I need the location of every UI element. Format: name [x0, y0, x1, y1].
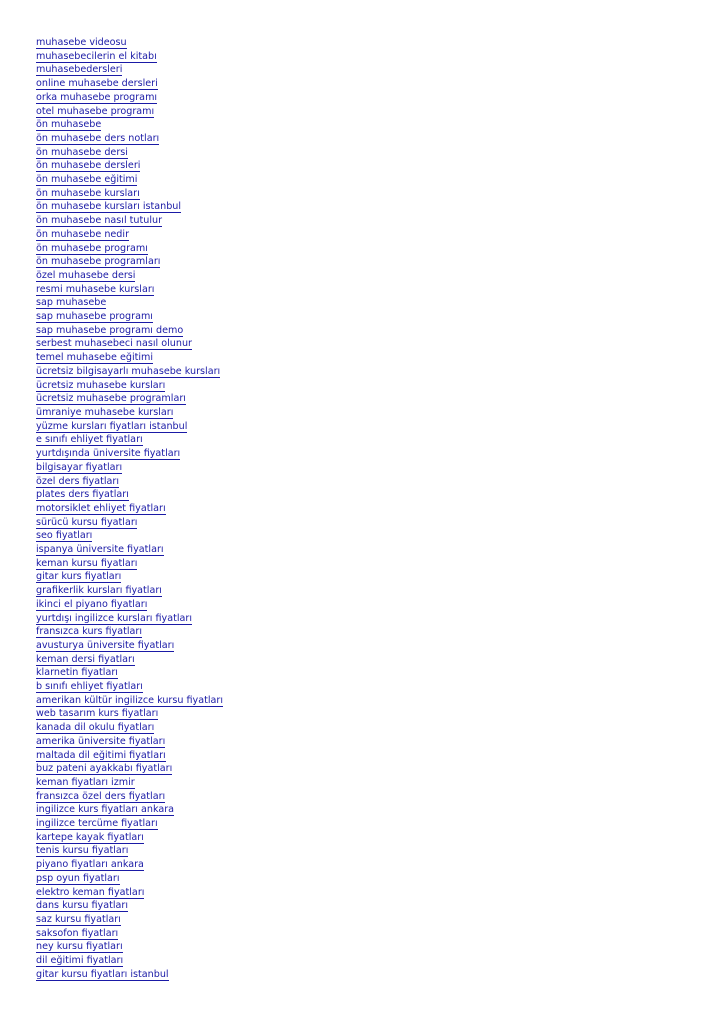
keyword-link[interactable]: tenis kursu fiyatları: [36, 845, 129, 857]
keyword-link[interactable]: amerika üniversite fiyatları: [36, 735, 166, 747]
keyword-link[interactable]: fransızca özel ders fiyatları: [36, 790, 166, 802]
list-item: [36, 499, 696, 513]
list-item: [36, 321, 696, 335]
keyword-link[interactable]: ön muhasebe nasıl tutulur: [36, 215, 163, 227]
list-item: [36, 855, 696, 869]
list-item: [36, 184, 696, 198]
list-item: [36, 362, 696, 376]
keyword-link[interactable]: ney kursu fiyatları: [36, 941, 123, 953]
keyword-link[interactable]: keman dersi fiyatları: [36, 653, 135, 665]
list-item: [36, 403, 696, 417]
keyword-link[interactable]: ön muhasebe kursları: [36, 187, 140, 199]
list-item: [36, 718, 696, 732]
list-item: [36, 595, 696, 609]
list-item: [36, 704, 696, 718]
keyword-link[interactable]: grafikerlik kursları fiyatları: [36, 585, 162, 597]
list-item: [36, 211, 696, 225]
keyword-link[interactable]: ön muhasebe programı: [36, 242, 148, 254]
keyword-link[interactable]: amerikan kültür ingilizce kursu fiyatları: [36, 694, 223, 706]
keyword-link[interactable]: ücretsiz bilgisayarlı muhasebe kursları: [36, 365, 221, 377]
keyword-link[interactable]: resmi muhasebe kursları: [36, 283, 155, 295]
list-item: [36, 252, 696, 266]
list-item: [36, 814, 696, 828]
list-item: [36, 334, 696, 348]
list-item: [36, 910, 696, 924]
list-item: [36, 622, 696, 636]
list-item: [36, 307, 696, 321]
keyword-link[interactable]: temel muhasebe eğitimi: [36, 352, 154, 364]
keyword-link[interactable]: sap muhasebe: [36, 297, 107, 309]
keyword-link[interactable]: sürücü kursu fiyatları: [36, 516, 138, 528]
list-item: [36, 663, 696, 677]
list-item: [36, 787, 696, 801]
list-item: [36, 33, 696, 47]
list-item: [36, 609, 696, 623]
keyword-link[interactable]: psp oyun fiyatları: [36, 872, 120, 884]
keyword-link[interactable]: bilgisayar fiyatları: [36, 461, 123, 473]
keyword-link[interactable]: dans kursu fiyatları: [36, 900, 129, 912]
keyword-link[interactable]: ön muhasebe eğitimi: [36, 174, 138, 186]
keyword-link[interactable]: ispanya üniversite fiyatları: [36, 544, 164, 556]
keyword-link[interactable]: ön muhasebe dersi: [36, 146, 128, 158]
keyword-link[interactable]: ön muhasebe nedir: [36, 228, 130, 240]
list-item: [36, 485, 696, 499]
keyword-link[interactable]: ingilizce tercüme fiyatları: [36, 818, 158, 830]
keyword-link[interactable]: motorsiklet ehliyet fiyatları: [36, 502, 166, 514]
keyword-link[interactable]: piyano fiyatları ankara: [36, 859, 144, 871]
list-item: [36, 129, 696, 143]
keyword-link[interactable]: ümraniye muhasebe kursları: [36, 406, 174, 418]
list-item: [36, 102, 696, 116]
keyword-link[interactable]: saksofon fiyatları: [36, 927, 119, 939]
list-item: [36, 156, 696, 170]
keyword-link[interactable]: keman kursu fiyatları: [36, 557, 138, 569]
keyword-link[interactable]: ön muhasebe ders notları: [36, 132, 160, 144]
list-item: [36, 389, 696, 403]
keyword-link[interactable]: elektro keman fiyatları: [36, 886, 145, 898]
list-item: [36, 444, 696, 458]
keyword-link[interactable]: sap muhasebe programı: [36, 311, 153, 323]
list-item: [36, 74, 696, 88]
keyword-link[interactable]: buz pateni ayakkabı fiyatları: [36, 763, 173, 775]
keyword-link[interactable]: serbest muhasebeci nasıl olunur: [36, 338, 192, 350]
keyword-link[interactable]: yurtdışında üniversite fiyatları: [36, 448, 181, 460]
keyword-link[interactable]: sap muhasebe programı demo: [36, 324, 184, 336]
keyword-link-list: [36, 33, 696, 979]
list-item: [36, 937, 696, 951]
keyword-link[interactable]: özel muhasebe dersi: [36, 269, 136, 281]
list-item: [36, 951, 696, 965]
keyword-link[interactable]: klarnetin fiyatları: [36, 667, 118, 679]
list-item: [36, 883, 696, 897]
list-item: [36, 581, 696, 595]
list-item: [36, 759, 696, 773]
keyword-link[interactable]: gitar kurs fiyatları: [36, 571, 122, 583]
keyword-link[interactable]: keman fiyatları izmir: [36, 776, 135, 788]
list-item: [36, 170, 696, 184]
document-page: [36, 33, 696, 979]
keyword-link[interactable]: ön muhasebe dersleri: [36, 160, 141, 172]
keyword-link[interactable]: fransızca kurs fiyatları: [36, 626, 143, 638]
keyword-link[interactable]: b sınıfı ehliyet fiyatları: [36, 681, 143, 693]
list-item: [36, 540, 696, 554]
list-item: [36, 197, 696, 211]
keyword-link[interactable]: gitar kursu fiyatları istanbul: [36, 968, 169, 980]
keyword-link[interactable]: orka muhasebe programı: [36, 91, 158, 103]
keyword-link[interactable]: özel ders fiyatları: [36, 475, 120, 487]
list-item: [36, 691, 696, 705]
keyword-link[interactable]: ön muhasebe programları: [36, 256, 161, 268]
list-item: [36, 266, 696, 280]
keyword-link[interactable]: kartepe kayak fiyatları: [36, 831, 144, 843]
keyword-link[interactable]: ikinci el piyano fiyatları: [36, 598, 148, 610]
list-item: [36, 746, 696, 760]
keyword-link[interactable]: ücretsiz muhasebe kursları: [36, 379, 166, 391]
keyword-link[interactable]: e sınıfı ehliyet fiyatları: [36, 434, 143, 446]
list-item: [36, 677, 696, 691]
list-item: [36, 965, 696, 979]
keyword-link[interactable]: seo fiyatları: [36, 530, 93, 542]
keyword-link[interactable]: maltada dil eğitimi fiyatları: [36, 749, 166, 761]
keyword-link[interactable]: plates ders fiyatları: [36, 489, 129, 501]
list-item: [36, 924, 696, 938]
list-item: [36, 472, 696, 486]
keyword-link[interactable]: saz kursu fiyatları: [36, 914, 121, 925]
keyword-link[interactable]: dil eğitimi fiyatları: [36, 955, 124, 967]
keyword-link[interactable]: otel muhasebe programı: [36, 105, 155, 117]
keyword-link[interactable]: yurtdışı ingilizce kursları fiyatları: [36, 612, 193, 624]
list-item: [36, 636, 696, 650]
list-item: [36, 828, 696, 842]
keyword-link[interactable]: ücretsiz muhasebe programları: [36, 393, 186, 405]
list-item: [36, 732, 696, 746]
list-item: [36, 376, 696, 390]
keyword-link[interactable]: ingilizce kurs fiyatları ankara: [36, 804, 175, 816]
list-item: [36, 280, 696, 294]
list-item: [36, 239, 696, 253]
keyword-link[interactable]: web tasarım kurs fiyatları: [36, 708, 159, 720]
keyword-link[interactable]: muhasebecilerin el kitabı: [36, 50, 157, 62]
list-item: [36, 348, 696, 362]
keyword-link[interactable]: muhasebedersleri: [36, 64, 123, 76]
list-item: [36, 430, 696, 444]
keyword-link[interactable]: ön muhasebe kursları istanbul: [36, 201, 182, 213]
list-item: [36, 88, 696, 102]
list-item: [36, 47, 696, 61]
list-item: [36, 554, 696, 568]
keyword-link[interactable]: yüzme kursları fiyatları istanbul: [36, 420, 188, 432]
list-item: [36, 800, 696, 814]
keyword-link[interactable]: kanada dil okulu fiyatları: [36, 722, 155, 734]
list-item: [36, 513, 696, 527]
list-item: [36, 417, 696, 431]
keyword-link[interactable]: ön muhasebe: [36, 119, 102, 131]
keyword-link[interactable]: muhasebe videosu: [36, 37, 127, 48]
keyword-link[interactable]: avusturya üniversite fiyatları: [36, 639, 175, 651]
keyword-link[interactable]: online muhasebe dersleri: [36, 78, 158, 90]
